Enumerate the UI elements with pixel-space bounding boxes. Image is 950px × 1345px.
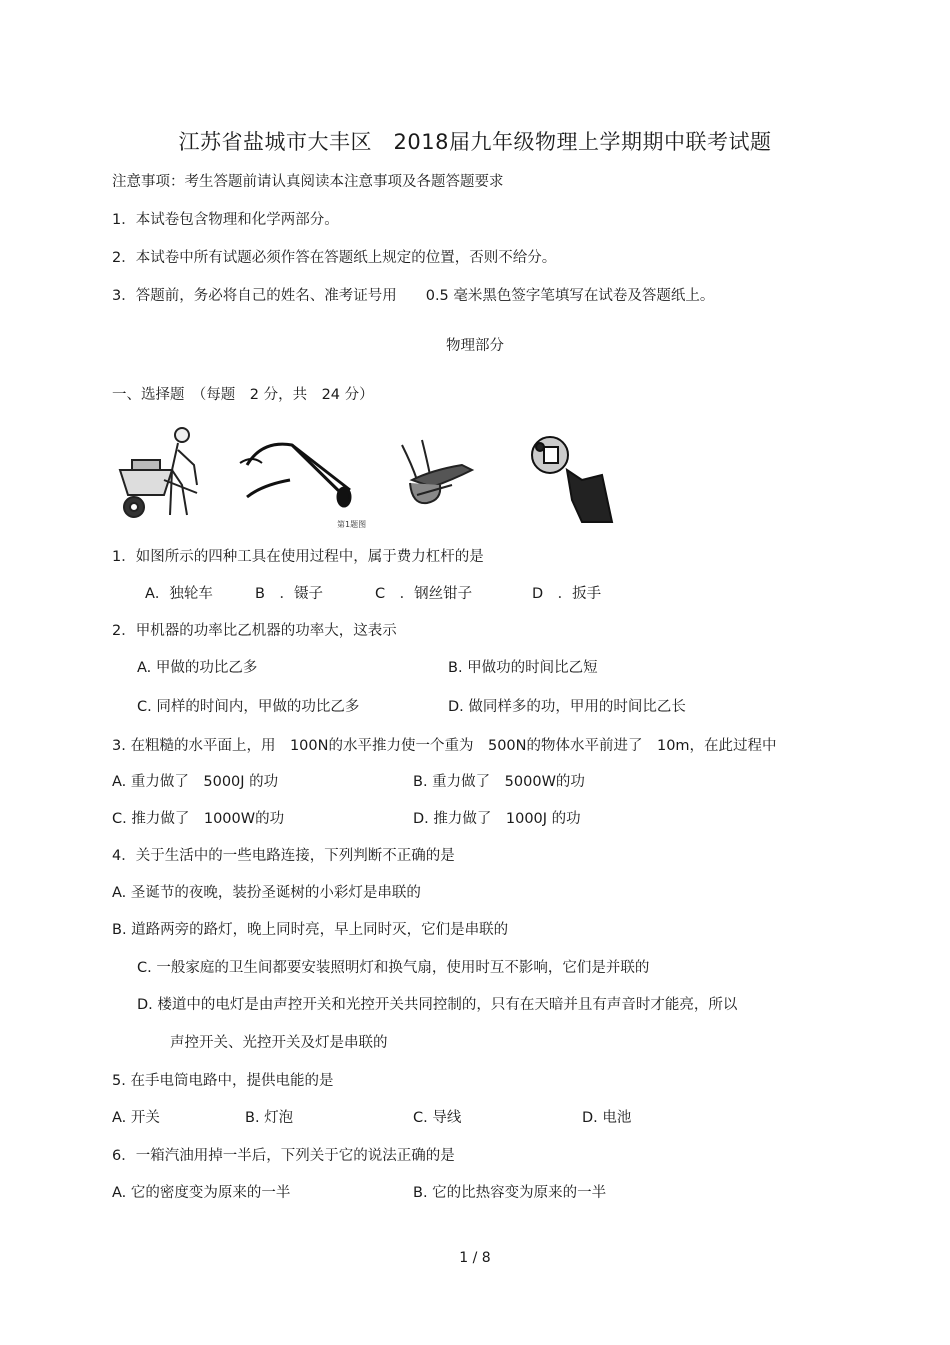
q3-stem: 3. 在粗糙的水平面上，用 100N的水平推力使一个重为 500N的物体水平前进了 10m，在此过程中 bbox=[112, 738, 777, 754]
figure-caption: 第1题图 bbox=[337, 520, 367, 529]
q1-option-d: D ．扳手 bbox=[532, 586, 602, 602]
notice-item-3: 3．答题前，务必将自己的姓名、准考证号用 0.5 毫米黑色签字笔填写在试卷及答题纸上。 bbox=[112, 288, 715, 304]
wheelbarrow-icon bbox=[120, 428, 197, 517]
page-number: 1 / 8 bbox=[459, 1250, 491, 1266]
pliers-icon bbox=[402, 440, 472, 503]
q1-option-b: B ．镊子 bbox=[255, 586, 323, 602]
q2-option-d: D. 做同样多的功，甲用的时间比乙长 bbox=[448, 699, 686, 715]
q1-stem: 1．如图所示的四种工具在使用过程中，属于费力杠杆的是 bbox=[112, 549, 484, 565]
q5-option-a: A. 开关 bbox=[112, 1110, 160, 1126]
q6-option-b: B. 它的比热容变为原来的一半 bbox=[413, 1185, 607, 1201]
notice-item-1: 1．本试卷包含物理和化学两部分。 bbox=[112, 212, 339, 228]
tools-figure-svg bbox=[112, 425, 632, 530]
q3-option-c: C. 推力做了 1000W的功 bbox=[112, 811, 285, 827]
q6-option-a: A. 它的密度变为原来的一半 bbox=[112, 1185, 291, 1201]
q4-option-a: A. 圣诞节的夜晚，装扮圣诞树的小彩灯是串联的 bbox=[112, 885, 421, 901]
q1-option-c: C ．钢丝钳子 bbox=[375, 586, 473, 602]
wrench-icon bbox=[532, 437, 612, 522]
q1-option-a: A．独轮车 bbox=[145, 586, 213, 602]
q2-stem: 2．甲机器的功率比乙机器的功率大，这表示 bbox=[112, 623, 397, 639]
q4-option-d: D. 楼道中的电灯是由声控开关和光控开关共同控制的，只有在天暗并且有声音时才能亮，所以 bbox=[137, 997, 738, 1013]
notice-item-2: 2．本试卷中所有试题必须作答在答题纸上规定的位置，否则不给分。 bbox=[112, 250, 557, 266]
q4-option-d-cont: 声控开关、光控开关及灯是串联的 bbox=[170, 1035, 388, 1051]
q2-option-c: C. 同样的时间内，甲做的功比乙多 bbox=[137, 699, 360, 715]
q3-option-a: A. 重力做了 5000J 的功 bbox=[112, 774, 279, 790]
notice-heading: 注意事项：考生答题前请认真阅读本注意事项及各题答题要求 bbox=[112, 174, 504, 190]
q5-option-d: D. 电池 bbox=[582, 1110, 632, 1126]
q5-option-c: C. 导线 bbox=[413, 1110, 462, 1126]
q3-option-b: B. 重力做了 5000W的功 bbox=[413, 774, 585, 790]
tweezers-icon bbox=[240, 444, 350, 506]
q4-option-c: C. 一般家庭的卫生间都要安装照明灯和换气扇，使用时互不影响，它们是并联的 bbox=[137, 960, 650, 976]
page-title: 江苏省盐城市大丰区 2018届九年级物理上学期期中联考试题 bbox=[178, 130, 772, 154]
q4-stem: 4．关于生活中的一些电路连接，下列判断不正确的是 bbox=[112, 848, 455, 864]
q6-stem: 6．一箱汽油用掉一半后，下列关于它的说法正确的是 bbox=[112, 1148, 455, 1164]
q3-option-d: D. 推力做了 1000J 的功 bbox=[413, 811, 581, 827]
section-title: 物理部分 bbox=[446, 338, 504, 354]
q2-option-b: B. 甲做功的时间比乙短 bbox=[448, 660, 598, 676]
q5-stem: 5. 在手电筒电路中，提供电能的是 bbox=[112, 1073, 334, 1089]
tools-figure bbox=[112, 425, 632, 530]
q2-option-a: A. 甲做的功比乙多 bbox=[137, 660, 258, 676]
q5-option-b: B. 灯泡 bbox=[245, 1110, 294, 1126]
part-heading: 一、选择题 （每题 2 分，共 24 分） bbox=[112, 387, 374, 403]
q4-option-b: B. 道路两旁的路灯，晚上同时亮，早上同时灭，它们是串联的 bbox=[112, 922, 509, 938]
